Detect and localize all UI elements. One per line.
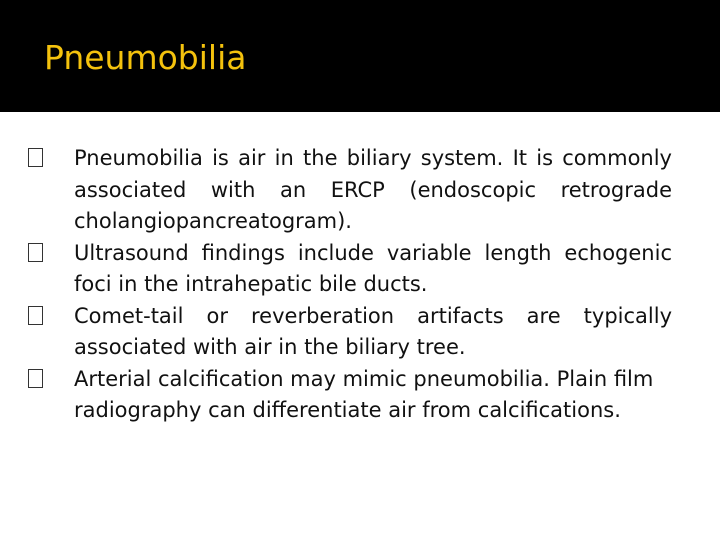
bullet-text: Pneumobilia is air in the biliary system. It is commonly associated with an ERCP (endoscopic retrograde cholangiopancreatogram). [74,146,672,233]
bullet-text: Arterial calcification may mimic pneumobilia. Plain film radiography can differentiate air from calcifications. [74,366,654,422]
bullet-text: Ultrasound findings include variable length echogenic foci in the intrahepatic bile ducts. [74,240,672,296]
missing-glyph-box-icon [28,306,43,325]
missing-glyph-box-icon [28,148,43,167]
missing-glyph-box-icon [28,369,43,388]
title-bar [0,0,720,112]
bullet-item [28,364,672,427]
bullet-list [28,143,672,427]
bullet-item [28,301,672,364]
slide-title: Pneumobilia [44,38,247,77]
bullet-item [28,238,672,301]
bullet-item [28,143,672,238]
bullet-text: Comet-tail or reverberation artifacts are typically associated with air in the biliary tree. [74,303,672,359]
missing-glyph-box-icon [28,243,43,262]
